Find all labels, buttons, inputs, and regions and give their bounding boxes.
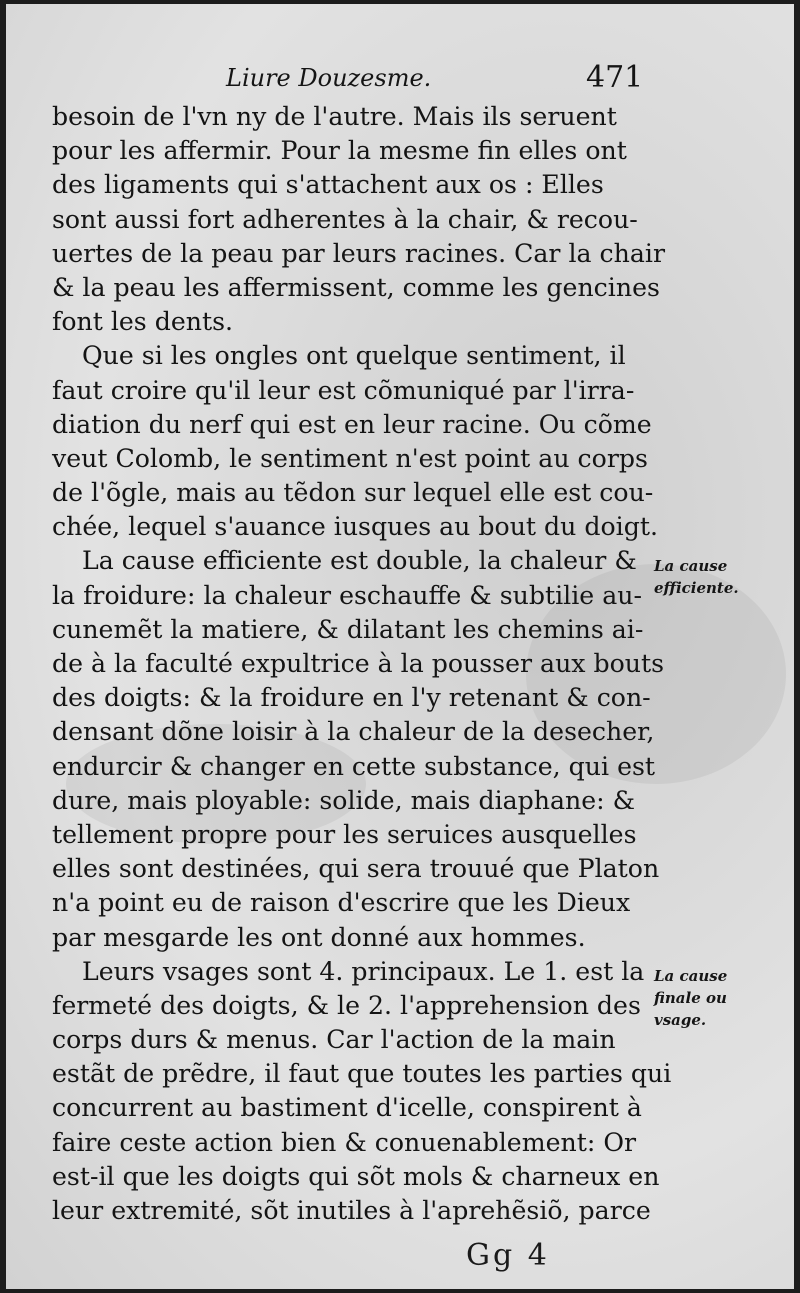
margin-note-line: finale ou xyxy=(654,989,727,1007)
margin-note-line: La cause xyxy=(654,967,728,985)
text-line: de à la faculté expultrice à la pousser aux bouts xyxy=(52,649,665,678)
page-number: 471 xyxy=(586,60,644,95)
text-line: font les dents. xyxy=(52,307,234,337)
margin-note-line: vsage. xyxy=(654,1011,707,1029)
margin-note-final-cause xyxy=(654,965,789,1031)
text-line: chée, lequel s'auance iusques au bout du doigt. xyxy=(52,512,658,542)
text-line: n'a point eu de raison d'escrire que les Dieux xyxy=(52,888,631,918)
text-line: fermeté des doigts, & le 2. l'apprehension des xyxy=(52,990,641,1020)
book-page xyxy=(6,4,794,1289)
running-head xyxy=(6,60,794,100)
margin-note-line: La cause xyxy=(654,557,728,575)
text-line: uertes de la peau par leurs racines. Car la chair xyxy=(52,238,665,268)
text-line: faut croire qu'il leur est cõmuniqué par l'irra- xyxy=(52,375,635,405)
text-line: faire ceste action bien & conuenablement: Or xyxy=(52,1127,637,1157)
text-line: par mesgarde les ont donné aux hommes. xyxy=(52,922,586,952)
text-line: des ligaments qui s'attachent aux os : Elles xyxy=(52,170,604,200)
paragraph-first-line: La cause efficiente est double, la chaleur & xyxy=(82,546,637,576)
text-line: tellement propre pour les seruices ausquelles xyxy=(52,819,637,849)
text-line: la froidure: la chaleur eschauffe & subtilie au- xyxy=(52,580,642,610)
paragraph-first-line: Leurs vsages sont 4. principaux. Le 1. est la xyxy=(82,956,645,986)
text-line: pour les affermir. Pour la mesme fin elles ont xyxy=(52,136,627,166)
margin-note-line: efficiente. xyxy=(654,579,739,597)
signature-mark: Gg 4 xyxy=(466,1238,550,1273)
text-line: dure, mais ployable: solide, mais diaphane: & xyxy=(52,785,636,815)
body-text xyxy=(52,100,672,1228)
text-line: & la peau les affermissent, comme les gencines xyxy=(52,272,660,302)
text-line: estãt de prẽdre, il faut que toutes les parties qui xyxy=(52,1059,672,1089)
text-line: concurrent au bastiment d'icelle, conspirent à xyxy=(52,1093,642,1123)
text-line: veut Colomb, le sentiment n'est point au corps xyxy=(52,443,648,473)
text-line: sont aussi fort adherentes à la chair, & recou- xyxy=(52,204,638,234)
text-line: de l'õgle, mais au tẽdon sur lequel elle est cou- xyxy=(52,478,654,508)
text-line: diation du nerf qui est en leur racine. Ou cõme xyxy=(52,409,652,439)
text-line: est-il que les doigts qui sõt mols & charneux en xyxy=(52,1161,660,1191)
text-line: leur extremité, sõt inutiles à l'aprehẽsiõ, parce xyxy=(52,1196,651,1225)
text-line: cunemẽt la matiere, & dilatant les chemins ai- xyxy=(52,614,644,644)
paragraph-first-line: Que si les ongles ont quelque sentiment, il xyxy=(82,341,626,371)
text-line: densant dõne loisir à la chaleur de la desecher, xyxy=(52,717,655,747)
running-title: Liure Douzesme. xyxy=(226,64,432,92)
text-line: des doigts: & la froidure en l'y retenant & con- xyxy=(52,683,651,713)
text-line: endurcir & changer en cette substance, qui est xyxy=(52,751,656,781)
text-line: corps durs & menus. Car l'action de la main xyxy=(52,1025,616,1055)
text-line: besoin de l'vn ny de l'autre. Mais ils seruent xyxy=(52,102,617,131)
text-line: elles sont destinées, qui sera trouué que Platon xyxy=(52,854,660,884)
margin-note-efficient-cause xyxy=(654,555,789,599)
